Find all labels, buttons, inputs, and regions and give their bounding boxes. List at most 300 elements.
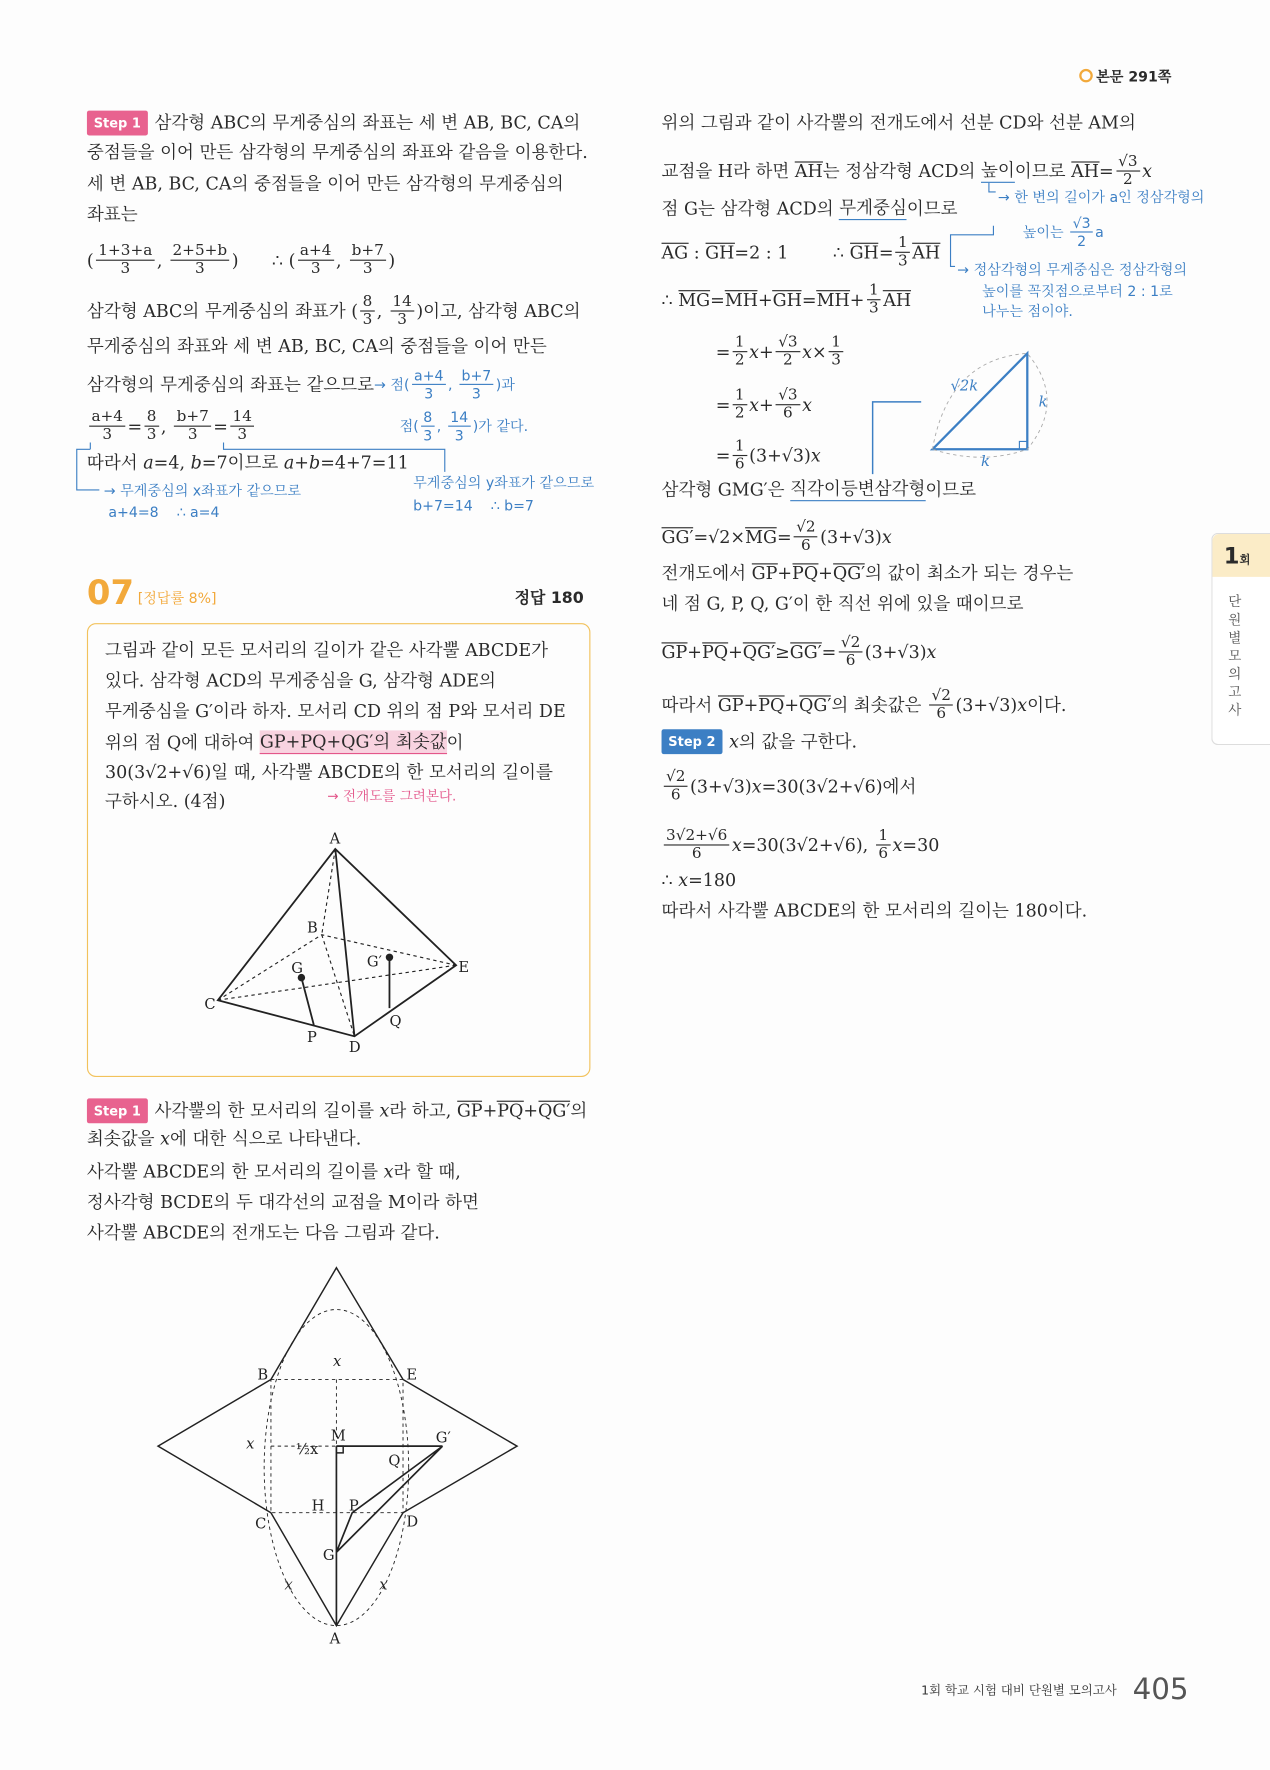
text-line	[87, 1191, 479, 1214]
variable: x	[678, 870, 689, 891]
text-segment: 따라서	[86, 452, 144, 474]
text-segment: 세 변 AB, BC, CA의 중점들을 이어 만든 삼각형의 무게중심의	[86, 173, 564, 195]
numerator: 8	[144, 409, 158, 427]
text-segment: 위의 그림과 같이 사각뿔의 전개도에서 선분 CD와 선분 AM의	[661, 112, 1136, 134]
overline-segment: GP	[717, 694, 744, 716]
text-segment: (3+√3)	[864, 641, 927, 663]
text-segment: +	[784, 694, 800, 716]
text-segment: 의 값을 구한다.	[738, 731, 858, 752]
label-Q: Q	[389, 1013, 402, 1031]
text-line	[87, 367, 515, 402]
note-text: 점(	[399, 417, 419, 435]
fraction	[96, 243, 155, 278]
text-segment: 이므로	[925, 479, 977, 500]
denominator: 3	[424, 384, 434, 402]
text-line	[662, 900, 1088, 923]
numerator: √2	[839, 634, 863, 652]
text-segment: ,	[376, 300, 388, 322]
note-text: )가 같다.	[472, 417, 529, 435]
denominator: 6	[670, 785, 681, 804]
denominator: 6	[845, 651, 856, 670]
text-segment: =	[878, 242, 894, 263]
overline-segment: GH	[849, 242, 879, 263]
text-segment: =180	[688, 870, 737, 891]
numerator: 1	[829, 334, 843, 352]
net-label-G-prime: G′	[435, 1429, 451, 1447]
variable: x	[379, 1100, 390, 1121]
text-segment: =30	[902, 834, 940, 856]
answer: 정답 180	[514, 589, 584, 608]
note-text: 높이는	[1022, 222, 1069, 240]
reference-text: 본문 291쪽	[1096, 67, 1172, 85]
text-segment: +	[759, 341, 774, 362]
fraction	[459, 367, 493, 402]
note-line	[413, 494, 534, 517]
fraction	[733, 438, 747, 473]
tab-suffix: 회	[1239, 554, 1251, 567]
numerator: √2	[794, 519, 818, 537]
pyramid-figure	[192, 824, 497, 1061]
note-text: ,	[436, 417, 446, 435]
overline-segment: GP	[661, 641, 688, 663]
text-segment: +	[743, 694, 759, 716]
variable: x	[383, 1161, 394, 1182]
tab-label: 단원별모의고사	[1228, 593, 1242, 718]
text-segment: 사각뿔의 한 모서리의 길이를	[154, 1100, 380, 1121]
denominator: 3	[362, 259, 373, 278]
fraction	[829, 334, 843, 369]
label-side: k	[1038, 393, 1048, 411]
numerator: a+4	[89, 409, 125, 427]
denominator: 2	[1123, 170, 1133, 189]
numerator: 14	[230, 409, 254, 427]
label-A: A	[329, 830, 341, 848]
variable: x	[731, 834, 742, 856]
step-badge: Step 1	[87, 1098, 148, 1123]
text-segment: 최솟값을	[86, 1128, 161, 1150]
text-segment: =	[1098, 160, 1114, 182]
text-segment: 는 정삼각형 ACD의	[822, 160, 981, 182]
text-segment: 따라서	[661, 694, 718, 716]
text-segment: =	[213, 415, 228, 437]
fraction	[298, 243, 334, 278]
numerator: 2+5+b	[170, 243, 229, 261]
label-P: P	[307, 1028, 317, 1046]
numerator: √2	[664, 769, 688, 787]
numerator: 14	[448, 409, 470, 427]
denominator: 3	[120, 259, 131, 278]
numerator: b+7	[174, 409, 211, 427]
denominator: 3	[194, 259, 205, 278]
net-label-M: M	[330, 1427, 346, 1445]
denominator: 3	[237, 425, 248, 444]
text-line	[87, 173, 564, 196]
numerator: √3	[776, 334, 800, 352]
net-label-H: H	[311, 1497, 325, 1515]
net-label-P: P	[348, 1497, 359, 1515]
variable: x	[751, 776, 762, 797]
text-segment: ) ∴ (	[231, 250, 296, 271]
overline-segment: AH	[1071, 160, 1099, 182]
fraction	[776, 334, 800, 369]
fraction	[664, 769, 688, 804]
overline-segment: QG′	[538, 1100, 571, 1121]
label-E: E	[458, 958, 470, 976]
net-label-x: x	[379, 1576, 388, 1594]
text-segment: 네 점 G, P, Q, G′이 한 직선 위에 있을 때이므로	[661, 593, 1024, 615]
text-segment: =√2×	[693, 526, 746, 547]
text-segment: ,	[160, 415, 173, 437]
math-line	[87, 243, 395, 278]
text-segment: +	[523, 1100, 539, 1121]
fraction	[1116, 154, 1140, 189]
note-line	[108, 501, 219, 524]
text-segment: 점 G는 삼각형 ACD의	[661, 198, 840, 219]
text-line	[662, 729, 858, 754]
numerator: 1	[867, 282, 881, 300]
math-line	[662, 869, 737, 892]
underlined-term: 무게중심	[839, 196, 907, 220]
text-segment: =	[777, 526, 792, 547]
note-text: a+4=8 ∴ a=4	[108, 503, 220, 521]
circle-icon	[1079, 69, 1093, 83]
math-line	[662, 769, 917, 804]
numerator: a+4	[412, 367, 446, 385]
overline-segment: GH	[772, 289, 802, 310]
overline-segment: PQ	[497, 1100, 524, 1121]
side-tab[interactable]	[1211, 533, 1270, 745]
label-D: D	[348, 1039, 361, 1057]
text-segment: (3+√3)	[689, 776, 752, 797]
fraction	[929, 688, 953, 723]
denominator: 3	[397, 310, 407, 329]
numerator: b+7	[459, 367, 493, 385]
problem-line	[105, 730, 464, 754]
text-segment: 이다.	[1027, 694, 1067, 716]
text-segment: 삼각형 ABC의 무게중심의 좌표는 세 변 AB, BC, CA의	[154, 112, 581, 134]
tab-number: 1	[1223, 541, 1240, 569]
denominator: 3	[310, 259, 321, 278]
text-line	[87, 203, 138, 226]
text-segment: 무게중심을 G′이라 하자. 모서리 CD 위의 점 P와 모서리 DE	[104, 701, 566, 722]
text-segment: 사각뿔 ABCDE의 전개도는 다음 그림과 같다.	[86, 1222, 440, 1243]
math-line	[662, 519, 892, 554]
math-line	[662, 634, 937, 669]
overline-segment: AH	[912, 242, 941, 263]
numerator: b+7	[349, 243, 386, 261]
label-hypotenuse: √2k	[950, 377, 979, 395]
fraction	[349, 243, 386, 278]
math-line	[716, 438, 821, 473]
text-segment: 그림과 같이 모든 모서리의 길이가 같은 사각뿔 ABCDE가	[104, 640, 549, 661]
denominator: 6	[878, 844, 889, 863]
page-number: 405	[1132, 1673, 1189, 1707]
net-label-G: G	[322, 1547, 335, 1565]
denominator: 3	[146, 425, 157, 444]
fraction	[412, 367, 446, 402]
variable: x	[881, 526, 892, 547]
variable: x	[749, 341, 760, 362]
text-line	[87, 1161, 461, 1184]
text-segment: =30(3√2+√6),	[741, 834, 874, 856]
text-segment: +	[687, 641, 702, 663]
variable: x	[749, 394, 760, 415]
text-segment: 무게중심의 좌표와 세 변 AB, BC, CA의 중점들을 이어 만든	[86, 336, 547, 357]
text-segment: =	[801, 289, 817, 310]
text-line	[662, 562, 1074, 585]
text-segment: 위의 점 Q에 대하여	[104, 732, 260, 753]
text-segment: 따라서 사각뿔 ABCDE의 한 모서리의 길이는 180이다.	[661, 900, 1088, 922]
text-line	[87, 1221, 440, 1244]
denominator: 2	[734, 404, 745, 423]
underlined-term: 높이	[981, 159, 1015, 183]
overline-segment: GG′	[789, 641, 822, 663]
overline-segment: MH	[724, 289, 759, 310]
problem-line	[105, 669, 496, 692]
text-segment: :	[688, 242, 706, 263]
footer	[921, 1673, 1188, 1707]
net-label-E: E	[406, 1366, 418, 1384]
text-segment: ∴	[661, 289, 679, 310]
text-segment: +	[728, 641, 743, 663]
denominator: 3	[471, 384, 481, 402]
note-text: 무게중심의 y좌표가 같으므로	[413, 474, 595, 492]
variable: x	[802, 341, 813, 362]
variable: a	[143, 452, 154, 474]
numerator: 14	[390, 294, 414, 312]
numerator: 1	[733, 334, 747, 352]
text-segment: 삼각형 GMG′은	[661, 479, 791, 500]
text-segment: +	[482, 1100, 498, 1121]
variable: x	[1142, 160, 1152, 182]
text-segment: =	[715, 341, 731, 362]
text-segment: (3+√3)	[820, 526, 882, 547]
footer-title: 1회 학교 시험 대비 단원별 모의고사	[921, 1683, 1117, 1698]
denominator: 3	[831, 351, 841, 370]
numerator: 1	[876, 827, 890, 845]
numerator: 8	[360, 294, 374, 312]
denominator: 6	[801, 536, 811, 555]
text-segment: 사각뿔 ABCDE의 한 모서리의 길이를	[86, 1161, 384, 1182]
variable: x	[1017, 694, 1028, 716]
text-segment: ≥	[775, 641, 790, 663]
numerator: 1+3+a	[96, 243, 155, 261]
overline-segment: GP	[751, 563, 778, 584]
net-label-A: A	[329, 1630, 341, 1648]
note-text: )과	[495, 375, 515, 393]
text-segment: 이므로	[906, 198, 958, 219]
variable: x	[160, 1128, 170, 1150]
fraction	[170, 243, 229, 278]
note-text: 높이를 꼭짓점으로부터 2 : 1로	[982, 282, 1173, 300]
overline-segment: MG	[678, 289, 711, 310]
text-segment: +	[777, 563, 793, 584]
fraction	[794, 519, 818, 554]
text-segment: )	[388, 250, 396, 271]
denominator: 2	[1077, 232, 1087, 250]
fraction	[360, 294, 374, 329]
denominator: 3	[362, 310, 373, 329]
text-segment: (3+√3)	[749, 445, 811, 466]
overline-segment: AH	[794, 160, 823, 182]
denominator: 6	[936, 704, 947, 723]
denominator: 3	[423, 426, 433, 444]
text-segment: +	[818, 563, 833, 584]
text-segment: 의 최솟값은	[831, 694, 928, 716]
problem-line	[105, 790, 225, 813]
math-line	[716, 387, 812, 422]
numerator: √3	[1116, 154, 1140, 172]
text-segment: =30(3√2+√6)에서	[761, 776, 917, 797]
step-badge: Step 2	[662, 729, 723, 754]
overline-segment: AH	[883, 289, 912, 310]
text-segment: =7이므로	[201, 452, 284, 474]
text-segment: ∴	[661, 870, 679, 891]
denominator: 6	[734, 454, 745, 474]
text-segment: (	[86, 250, 94, 271]
text-segment: =2 : 1 ∴	[734, 242, 850, 263]
denominator: 3	[868, 299, 879, 318]
label-side: k	[981, 453, 990, 471]
highlighted-text: GP+PQ+QG′의 최솟값	[260, 730, 447, 754]
fraction	[664, 827, 730, 862]
numerator: √2	[929, 688, 953, 706]
text-segment: =4,	[153, 452, 191, 474]
fraction	[733, 334, 747, 369]
text-segment: +	[758, 289, 773, 310]
text-line	[87, 141, 588, 164]
note-text: → 무게중심의 x좌표가 같으므로	[103, 482, 302, 499]
note-text: a	[1095, 222, 1104, 240]
denominator: 3	[454, 426, 464, 444]
text-segment: +	[294, 452, 309, 474]
text-segment: 전개도에서	[661, 563, 752, 584]
problem-line	[105, 761, 553, 784]
text-segment: =	[715, 445, 731, 466]
numerator: 1	[733, 387, 747, 405]
numerator: 8	[421, 409, 434, 427]
net-label-x: x	[246, 1435, 255, 1453]
text-line	[87, 335, 547, 358]
bracket-arrows	[68, 425, 474, 497]
variable: x	[729, 731, 739, 752]
fraction	[776, 387, 800, 422]
net-label-C: C	[255, 1515, 267, 1533]
text-segment: 중점들을 이어 만든 삼각형의 무게중심의 좌표와 같음을 이용한다.	[86, 142, 588, 163]
overline-segment: MH	[816, 289, 850, 310]
text-segment: ,	[336, 250, 348, 271]
label-C: C	[204, 996, 216, 1014]
text-segment: 30(3√2+√6)일 때, 사각뿔 ABCDE의 한 모서리의 길이를	[104, 762, 553, 783]
text-segment: 교점을 H라 하면	[661, 160, 795, 182]
page-reference	[1079, 65, 1171, 85]
text-segment: ×	[812, 341, 827, 362]
text-line	[87, 1128, 361, 1151]
variable: x	[802, 394, 813, 415]
text-segment: 라 하고,	[389, 1100, 457, 1121]
numerator: √3	[1070, 214, 1092, 232]
math-line	[716, 334, 846, 369]
overline-segment: QG′	[832, 563, 866, 584]
text-segment: +	[759, 394, 774, 415]
text-line	[662, 112, 1136, 135]
numerator: 1	[733, 438, 747, 456]
net-label-half-x: ½x	[295, 1441, 319, 1459]
text-segment: (3+√3)	[955, 694, 1018, 716]
text-segment: 이므로	[1014, 160, 1072, 182]
denominator: 6	[691, 844, 702, 863]
fraction	[733, 387, 747, 422]
problem-line	[105, 700, 566, 723]
text-line	[662, 688, 1067, 723]
numerator: √3	[776, 387, 800, 405]
overline-segment: AG	[661, 242, 689, 263]
hint-note: → 전개도를 그려본다.	[327, 787, 457, 804]
text-segment: 있다. 삼각형 ACD의 무게중심을 G, 삼각형 ADE의	[104, 670, 496, 691]
step-badge: Step 1	[87, 111, 148, 136]
numerator: a+4	[298, 243, 334, 261]
text-segment: 삼각형 ABC의 무게중심의 좌표가 (	[86, 300, 359, 322]
overline-segment: QG′	[742, 641, 776, 663]
overline-segment: GG′	[661, 526, 694, 547]
net-label-x: x	[284, 1576, 293, 1594]
variable: x	[926, 641, 937, 663]
math-line	[662, 827, 940, 862]
net-label-D: D	[406, 1513, 419, 1531]
text-segment: 삼각형의 무게중심의 좌표는 같으므로	[86, 374, 375, 395]
overline-segment: PQ	[792, 563, 819, 584]
note-text: ,	[448, 375, 457, 393]
fraction	[876, 827, 890, 862]
text-segment: ,	[156, 250, 168, 271]
right-triangle-figure	[858, 181, 1084, 486]
text-segment: 의	[570, 1100, 588, 1121]
correct-rate: [정답률 8%]	[137, 589, 217, 607]
text-segment: 구하시오. (4점)	[104, 791, 226, 812]
text-segment: =4+7=11	[320, 452, 409, 474]
denominator: 3	[898, 251, 908, 270]
net-label-x: x	[333, 1352, 342, 1370]
text-segment: =	[715, 394, 731, 415]
text-line	[87, 1098, 587, 1123]
text-line	[87, 111, 580, 136]
net-label-Q: Q	[388, 1452, 401, 1470]
fraction	[839, 634, 863, 669]
text-segment: =	[127, 415, 143, 437]
denominator: 2	[783, 351, 793, 370]
text-segment: 정사각형 BCDE의 두 대각선의 교점을 M이라 하면	[86, 1192, 479, 1213]
problem-line	[105, 639, 548, 662]
text-segment: =	[821, 641, 837, 663]
text-segment: +	[849, 289, 865, 310]
note-text: b+7=14 ∴ b=7	[413, 496, 534, 514]
label-G-prime: G′	[366, 953, 382, 971]
variable: x	[892, 834, 903, 856]
underlined-term: 직각이등변삼각형	[790, 478, 925, 502]
text-line	[87, 294, 581, 329]
overline-segment: PQ	[758, 694, 785, 716]
label-B: B	[307, 919, 318, 937]
text-segment: 이	[446, 732, 464, 753]
text-line	[662, 593, 1024, 616]
text-segment: 의 값이 최소가 되는 경우는	[865, 563, 1074, 584]
note-text: → 정삼각형의 무게중심은 정삼각형의	[957, 260, 1188, 278]
numerator: 3√2+√6	[664, 827, 730, 845]
denominator: 3	[102, 425, 113, 444]
net-label-B: B	[257, 1366, 269, 1384]
numerator: 1	[896, 235, 910, 253]
text-segment: =	[710, 289, 725, 310]
